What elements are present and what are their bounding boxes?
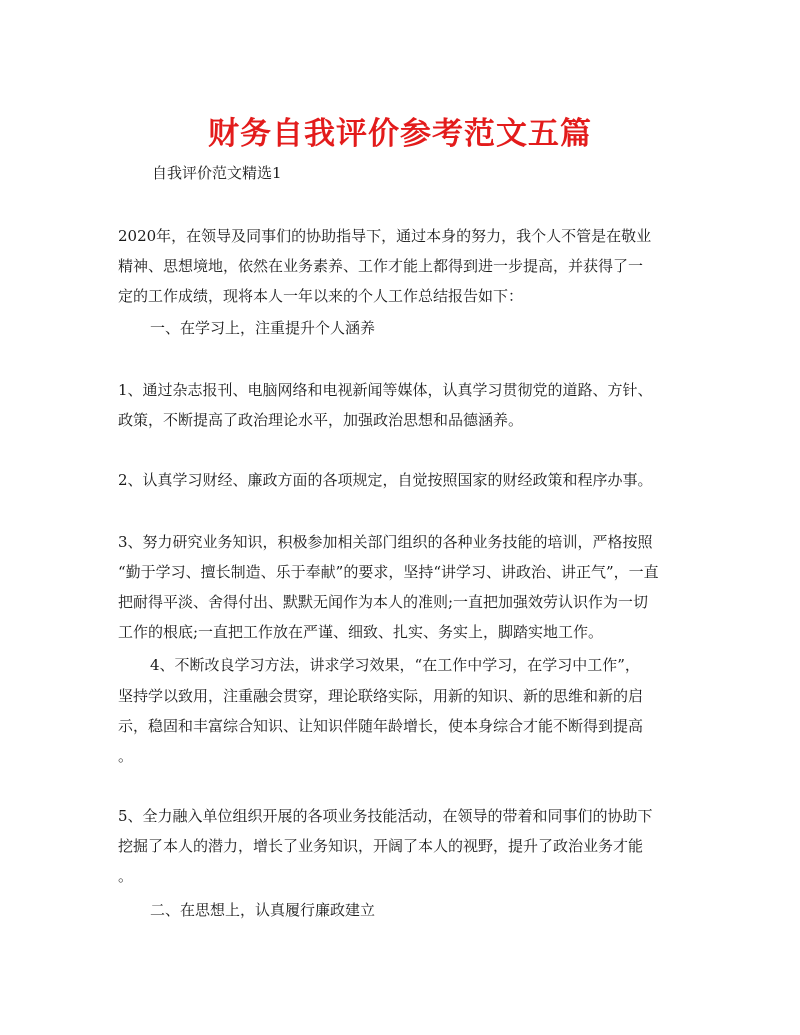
paragraph-line: 坚持学以致用，注重融会贯穿，理论联络实际，用新的知识、新的思维和新的启 bbox=[118, 687, 644, 705]
paragraph-line: 把耐得平淡、舍得付出、默默无闻作为本人的准则;一直把加强效劳认识作为一切 bbox=[118, 593, 649, 611]
paragraph-line: 4、不断改良学习方法，讲求学习效果，“在工作中学习，在学习中工作”， bbox=[150, 656, 640, 674]
paragraph-line: 3、努力研究业务知识，积极参加相关部门组织的各种业务技能的培训，严格按照 bbox=[118, 533, 653, 551]
section-heading: 一、在学习上，注重提升个人涵养 bbox=[150, 319, 376, 337]
paragraph-line: 工作的根底;一直把工作放在严谨、细致、扎实、务实上，脚踏实地工作。 bbox=[118, 623, 604, 641]
paragraph-line: 2、认真学习财经、廉政方面的各项规定，自觉按照国家的财经政策和程序办事。 bbox=[118, 471, 653, 489]
document-title: 财务自我评价参考范文五篇 bbox=[208, 116, 592, 152]
paragraph-line: 精神、思想境地，依然在业务素养、工作才能上都得到进一步提高，并获得了一 bbox=[118, 257, 644, 275]
paragraph-line: 。 bbox=[118, 747, 134, 765]
paragraph-line: 。 bbox=[118, 867, 134, 885]
paragraph-line: “勤于学习、擅长制造、乐于奉献”的要求，坚持“讲学习、讲政治、讲正气”，一直 bbox=[118, 563, 659, 581]
paragraph-line: 1、通过杂志报刊、电脑网络和电视新闻等媒体，认真学习贯彻党的道路、方针、 bbox=[118, 381, 653, 399]
section-subtitle: 自我评价范文精选1 bbox=[152, 164, 282, 182]
paragraph-line: 5、全力融入单位组织开展的各项业务技能活动，在领导的带着和同事们的协助下 bbox=[118, 807, 653, 825]
paragraph-line: 示，稳固和丰富综合知识、让知识伴随年龄增长，使本身综合才能不断得到提高 bbox=[118, 717, 644, 735]
paragraph-line: 政策，不断提高了政治理论水平，加强政治思想和品德涵养。 bbox=[118, 411, 524, 429]
paragraph-line: 挖掘了本人的潜力，增长了业务知识，开阔了本人的视野，提升了政治业务才能 bbox=[118, 837, 644, 855]
paragraph-line: 2020年，在领导及同事们的协助指导下，通过本身的努力，我个人不管是在敬业 bbox=[118, 227, 652, 245]
paragraph-line: 定的工作成绩，现将本人一年以来的个人工作总结报告如下： bbox=[118, 287, 524, 305]
section-heading: 二、在思想上，认真履行廉政建立 bbox=[150, 901, 376, 919]
